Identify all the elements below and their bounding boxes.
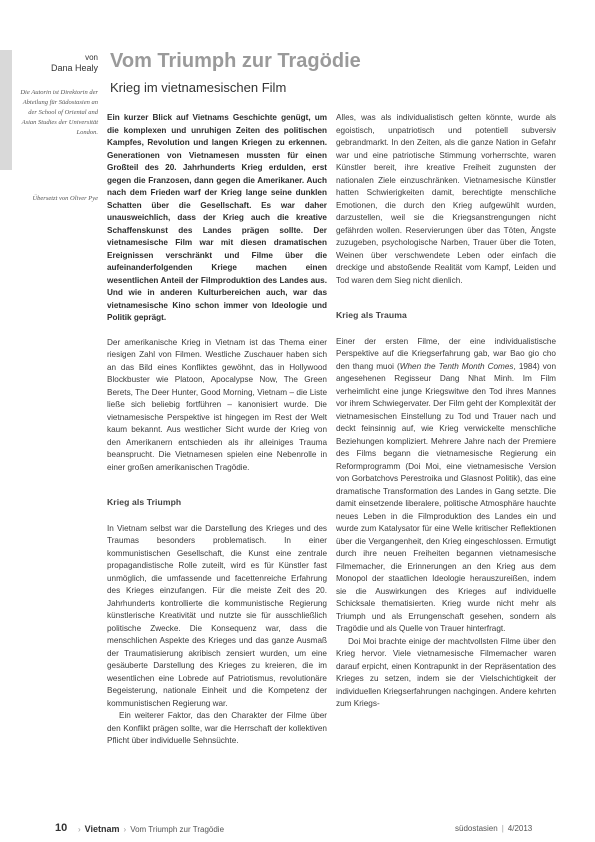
sidebar-accent-bar xyxy=(0,50,12,170)
article-title: Vom Triumph zur Tragödie xyxy=(110,50,361,72)
publication-name: südostasien xyxy=(455,824,498,833)
section-heading: Krieg als Trauma xyxy=(336,310,407,320)
byline-prefix: von xyxy=(85,53,98,62)
translator-note: Übersetzt von Oliver Pye xyxy=(32,195,98,202)
article-subtitle: Krieg im vietnamesischen Film xyxy=(110,80,287,95)
column-right xyxy=(336,112,556,711)
paragraph: Der amerikanische Krieg in Vietnam ist das Thema einer riesigen Zahl von Filmen. Westliche Zuschauer haben sich an das Bild eines Konfliktes gewöhnt, das in Hollywood Blockbuster wie Platoon, Apocalypse Now, The Green Berets, The Deer Hunter, Good Morning, Vietnam – die Liste ließe sich beliebig fortführen – kanonisiert wurde. Die vietnamesische Perspektive ist hingegen im Rest der Welt kaum bekannt. Aus westlicher Sicht wurde der Krieg von den Amerikanern entschieden als ihr alleiniges Trauma beansprucht. Die Vietnamesen spielen eine Nebenrolle in einer großen amerikanischen Tragödie. xyxy=(107,337,327,472)
separator-icon: › xyxy=(78,825,81,834)
paragraph: Ein weiterer Faktor, das den Charakter der Filme über den Konflikt prägen sollte, war die Herrschaft der kollektiven Pflicht über individuelle Sehnsüchte. xyxy=(107,711,327,745)
lead-paragraph: Ein kurzer Blick auf Vietnams Geschichte genügt, um die komplexen und unruhigen Zeiten des politischen Kampfes, Revolution und langen Kriegen zu erkennen. Generationen von Vietnamesen mussten für einen Großteil des 20. Jahrhunderts Krieg erdulden, erst gegen die Franzosen, dann gegen die Amerikaner. Auch nach dem Frieden warf der Krieg lange seine dunklen Schatten über die Gesellschaft. Es war daher unausweichlich, dass der Krieg auch die kreative Schaffenskunst des Landes prägen sollte. Der vietnamesische Film war mit diesen dramatischen Ereignissen verschränkt und Filme über die aufeinanderfolgenden Kriege machen einen wesentlichen Anteil der Filmproduktion des Landes aus. Und wie in anderen Kulturbereichen auch, war das vietnamesische Kino schon immer von Ideologie und Politik geprägt. xyxy=(107,113,327,322)
separator-icon: › xyxy=(123,825,127,834)
issue-number: 4/2013 xyxy=(507,824,533,833)
byline xyxy=(20,52,98,74)
footer-publication xyxy=(455,824,532,833)
separator-icon: | xyxy=(501,824,504,833)
author-note: Die Autorin ist Direktorin der Abteilung für Südostasien an der School of Oriental and Asian Studies der Universität London. xyxy=(20,89,98,136)
paragraph: Alles, was als individualistisch gelten könnte, wurde als egoistisch, unpatriotisch und potentiell subversiv gebrandmarkt. In den Zeiten, als die ganze Nation in Gefahr war und eine patriotische Stimmung vorherrschte, waren Künstler bereit, ihre kreative Freiheit zugunsten der nationalen Ziele einzuschränken. Vietnamesische Künstler hatten Schwierigkeiten damit, berechtigte menschliche Emotionen, die durch den Krieg aufgewühlt wurden, darzustellen, weil sie die Kriegsanstrengungen nicht gefährden wollen. Reservierungen über das Töten, Ängste zuzugeben, psychologische Narben, Trauer über die Toten, Weinen über verschwendete Leben oder einfach die dreckige und abstoßende Realität vom Kampf, Leiden und Tod waren dem Sieg nicht dienlich. xyxy=(336,113,556,285)
footer-running-title: Vom Triumph zur Tragödie xyxy=(130,825,225,834)
page-number: 10 xyxy=(55,822,68,834)
paragraph-text: , 1984) von angesehenen Regisseur Dang Nhat Minh. Im Film verheimlicht eine junge Kriegswitwe den Tod ihres Mannes vor ihrem Schwiegervater. Der Film geht der Komplexität der vietnamesischen Einstellung zu Tod und Trauer nach und deckt feinsinnig auf, wie Krieg verwickelte menschliche Beziehungen kompliziert. Mehrere Jahre nach der Premiere des Films begann die vietnamesische Regierung ein Reformprogramm (Doi Moi, eine vietnamesische Version von Gorbatchovs Perestroika und Glasnost Politik), das eine dramatische Transformation des Landes in Gang setzte. Die damit einsetzende liberalere, politische Atmosphäre hauchte neues Leben in die Filmproduktion des Landes ein und wurde zum Katalysator für eine Welle kritischer Reflektionen über die Vergangenheit, den Krieg eingeschlossen. Ermutigt durch ihre neuen Freiheiten begannen vietnamesische Filmemacher, die Erinnerungen an den Krieg aus dem Monopol der staatlichen Ideologie herauszureißen, indem sie die Auswirkungen des Krieges auf individuelle Schicksale thematisierten. Krieg wurde nicht mehr als Triumph und als Errungenschaft gesehen, sondern als Tragödie und als Quelle von Trauer hinterfragt. xyxy=(336,361,556,633)
page-footer xyxy=(0,822,595,838)
paragraph xyxy=(336,336,556,636)
section-heading: Krieg als Triumph xyxy=(107,497,182,507)
footer-section: Vietnam xyxy=(84,824,120,834)
paragraph: Doi Moi brachte einige der machtvollsten Filme über den Krieg hervor. Viele vietnamesische Filmemacher waren darauf erpicht, einen Kontrapunkt in der Repräsentation des Krieges zu setzen, indem sie der Vielschichtigkeit der individuellen Kriegserfahrungen nachgingen. Andere kehrten zum Kriegs- xyxy=(336,636,556,708)
film-title: When the Tenth Month Comes xyxy=(399,361,514,371)
paragraph: In Vietnam selbst war die Darstellung des Krieges und des Traumas besonders problematisch. In einer kommunistischen Gesellschaft, die Kunst eine zentrale propagandistische Rolle zuteilt, wird es für Künstler fast unmöglich, die umfassende und facettenreiche Erfahrung des Krieges einzufangen. Für die meiste Zeit des 20. Jahrhunderts kontrollierte die kommunistische Regierung künstlerische Kreativität und nutzte sie für ausschließlich politische Zwecke. Die Konsequenz war, dass die menschlichen Aspekte des Krieges und das ganze Ausmaß der Traumatisierung akribisch zensiert wurden, um eine gesäuberte Darstellung des Krieges zu kreieren, die im wesentlichen eine Lobrede auf Patriotismus, revolutionäre Begeisterung, nationale Einheit und die Kompetenz der kommunistischen Regierung war. xyxy=(107,523,327,708)
paragraph-text: Einer der ersten Filme, der eine individualistische Perspektive auf die Kriegserfahrung gab, war Bao gio cho den thang muoi ( xyxy=(336,336,556,371)
author-name: Dana Healy xyxy=(50,63,98,73)
footer-running-head xyxy=(74,824,224,834)
column-left xyxy=(107,112,327,748)
